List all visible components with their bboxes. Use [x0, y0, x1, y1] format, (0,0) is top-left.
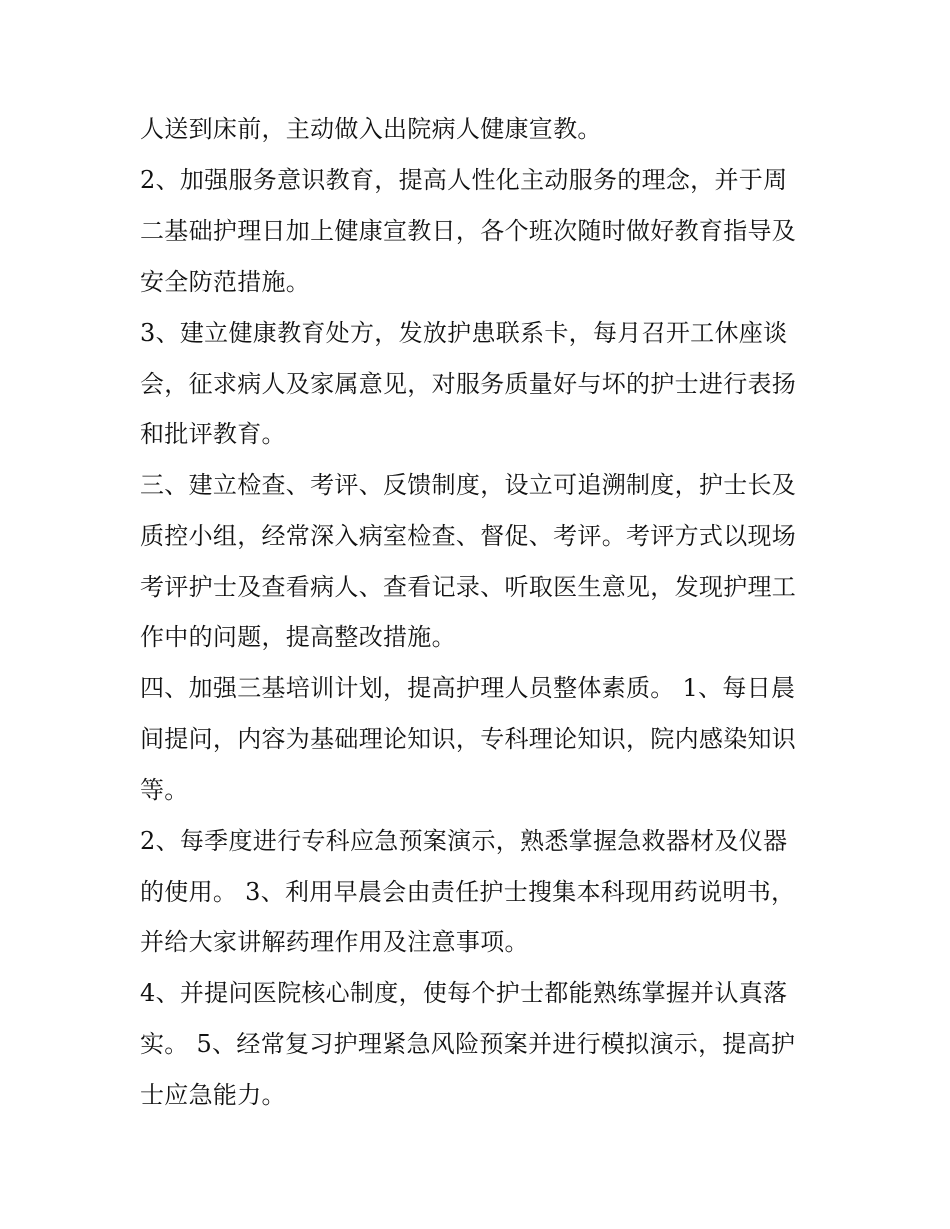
text-line: 并给大家讲解药理作用及注意事项。 — [140, 928, 529, 956]
text-line: 四、加强三基培训计划，提高护理人员整体素质。 1、每日晨 — [140, 674, 796, 702]
text-line: 二基础护理日加上健康宣教日，各个班次随时做好教育指导及 — [140, 217, 797, 245]
text-line: 的使用。 3、利用早晨会由责任护士搜集本科现用药说明书， — [140, 878, 796, 906]
text-line: 考评护士及查看病人、查看记录、听取医生意见，发现护理工 — [140, 573, 797, 601]
text-line: 和批评教育。 — [140, 420, 286, 448]
text-line: 作中的问题，提高整改措施。 — [140, 623, 456, 651]
text-line: 质控小组，经常深入病室检查、督促、考评。考评方式以现场 — [140, 522, 797, 550]
text-line: 实。 5、经常复习护理紧急风险预案并进行模拟演示，提高护 — [140, 1030, 796, 1058]
text-line: 3、建立健康教育处方，发放护患联系卡，每月召开工休座谈 — [140, 319, 788, 347]
text-line: 等。 — [140, 776, 189, 804]
text-line: 会，征求病人及家属意见，对服务质量好与坏的护士进行表扬 — [140, 370, 797, 398]
text-line: 士应急能力。 — [140, 1081, 286, 1109]
text-line: 三、建立检查、考评、反馈制度，设立可追溯制度，护士长及 — [140, 471, 797, 499]
text-line: 4、并提问医院核心制度，使每个护士都能熟练掌握并认真落 — [140, 979, 788, 1007]
text-line: 2、每季度进行专科应急预案演示，熟悉掌握急救器材及仪器 — [140, 827, 788, 855]
text-line: 人送到床前，主动做入出院病人健康宣教。 — [140, 115, 602, 143]
text-line: 间提问，内容为基础理论知识，专科理论知识，院内感染知识 — [140, 725, 797, 753]
text-line: 安全防范措施。 — [140, 268, 311, 296]
text-line: 2、加强服务意识教育，提高人性化主动服务的理念，并于周 — [140, 166, 788, 194]
